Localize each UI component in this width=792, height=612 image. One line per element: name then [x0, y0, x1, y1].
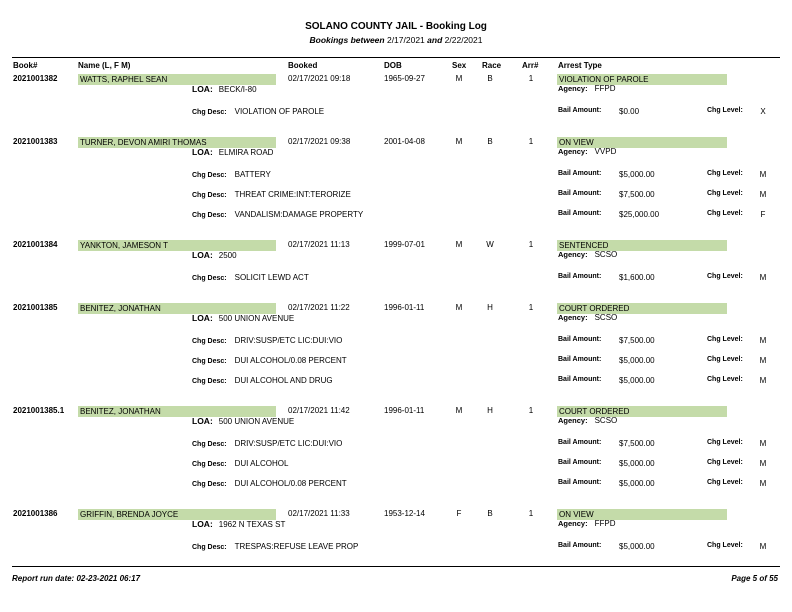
charge-level-label: Chg Level: — [707, 376, 743, 383]
charge-level-label: Chg Level: — [707, 190, 743, 197]
inmate-name: WATTS, RAPHEL SEAN — [78, 74, 276, 85]
bail-amount-label: Bail Amount: — [558, 542, 602, 549]
agency — [558, 147, 616, 156]
arrest-count: 1 — [528, 74, 534, 83]
sex-value: M — [455, 406, 463, 415]
inmate-name: YANKTON, JAMESON T — [78, 240, 276, 251]
col-header-arr: Arr# — [522, 61, 539, 70]
bail-amount-value: $5,000.00 — [619, 459, 655, 468]
charge-level-value: M — [759, 542, 767, 551]
charge-description — [192, 107, 324, 116]
charge-level-label: Chg Level: — [707, 459, 743, 466]
location-of-arrest-value: BECK/I-80 — [218, 85, 257, 94]
charge-level-value: M — [759, 459, 767, 468]
bail-amount-label: Bail Amount: — [558, 190, 602, 197]
charge-description-value: DRIV:SUSP/ETC LIC:DUI:VIO — [234, 439, 343, 448]
agency-label: Agency: — [558, 313, 588, 322]
charge-level-value: M — [759, 273, 767, 282]
location-of-arrest-label: LOA: — [192, 250, 213, 260]
agency — [558, 519, 615, 528]
col-header-dob: DOB — [384, 61, 402, 70]
charge-level-value: M — [759, 190, 767, 199]
agency-label: Agency: — [558, 519, 588, 528]
charge-level-label: Chg Level: — [707, 170, 743, 177]
inmate-name: TURNER, DEVON AMIRI THOMAS — [78, 137, 276, 148]
bail-amount-value: $1,600.00 — [619, 273, 655, 282]
footer-rule — [12, 566, 780, 567]
inmate-name: BENITEZ, JONATHAN — [78, 303, 276, 314]
charge-description-label: Chg Desc: — [192, 441, 227, 448]
race-value: H — [487, 303, 493, 312]
bail-amount-label: Bail Amount: — [558, 376, 602, 383]
charge-description — [192, 479, 347, 488]
col-header-booked: Booked — [288, 61, 318, 70]
sex-value: M — [455, 137, 463, 146]
charge-description-label: Chg Desc: — [192, 461, 227, 468]
charge-description-label: Chg Desc: — [192, 338, 227, 345]
location-of-arrest — [192, 147, 273, 157]
agency-value: FFPD — [594, 519, 616, 528]
agency-label: Agency: — [558, 84, 588, 93]
charge-description-value: THREAT CRIME:INT:TERORIZE — [234, 190, 351, 199]
charge-description-value: VANDALISM:DAMAGE PROPERTY — [234, 210, 364, 219]
location-of-arrest — [192, 84, 257, 94]
date-of-birth: 1996-01-11 — [384, 406, 425, 415]
agency — [558, 313, 617, 322]
charge-description-label: Chg Desc: — [192, 192, 227, 199]
charge-description — [192, 439, 342, 448]
charge-description-label: Chg Desc: — [192, 358, 227, 365]
subtitle-and: and — [427, 35, 443, 45]
location-of-arrest-label: LOA: — [192, 313, 213, 323]
agency-value: SCSO — [594, 416, 618, 425]
charge-level-label: Chg Level: — [707, 273, 743, 280]
charge-description-label: Chg Desc: — [192, 172, 227, 179]
race-value: B — [487, 509, 493, 518]
charge-description-label: Chg Desc: — [192, 109, 227, 116]
bail-amount-value: $5,000.00 — [619, 376, 655, 385]
charge-description-label: Chg Desc: — [192, 544, 227, 551]
bail-amount-label: Bail Amount: — [558, 459, 602, 466]
start-date: 2/17/2021 — [386, 35, 425, 45]
booked-datetime: 02/17/2021 11:42 — [288, 406, 350, 415]
charge-level-value: M — [759, 356, 767, 365]
charge-description — [192, 336, 342, 345]
charge-level-label: Chg Level: — [707, 479, 743, 486]
charge-description — [192, 459, 288, 468]
location-of-arrest-value: ELMIRA ROAD — [218, 148, 274, 157]
sex-value: M — [455, 240, 463, 249]
book-number: 2021001382 — [13, 74, 58, 83]
charge-description — [192, 376, 333, 385]
bail-amount-label: Bail Amount: — [558, 439, 602, 446]
location-of-arrest-value: 1962 N TEXAS ST — [218, 520, 286, 529]
agency — [558, 416, 617, 425]
bail-amount-label: Bail Amount: — [558, 107, 602, 114]
agency-label: Agency: — [558, 250, 588, 259]
race-value: W — [486, 240, 494, 249]
book-number: 2021001385.1 — [13, 406, 65, 415]
location-of-arrest-label: LOA: — [192, 519, 213, 529]
bail-amount-value: $5,000.00 — [619, 170, 655, 179]
bail-amount-label: Bail Amount: — [558, 356, 602, 363]
charge-level-value: M — [759, 439, 767, 448]
book-number: 2021001385 — [13, 303, 58, 312]
bail-amount-label: Bail Amount: — [558, 273, 602, 280]
col-header-sex: Sex — [452, 61, 467, 70]
inmate-name: BENITEZ, JONATHAN — [78, 406, 276, 417]
agency-value: SCSO — [594, 250, 618, 259]
arrest-type: ON VIEW — [557, 509, 727, 520]
agency-value: VVPD — [594, 147, 617, 156]
location-of-arrest-value: 500 UNION AVENUE — [218, 314, 295, 323]
charge-description-value: DUI ALCOHOL/0.08 PERCENT — [234, 356, 347, 365]
location-of-arrest-label: LOA: — [192, 84, 213, 94]
bail-amount-value: $0.00 — [619, 107, 640, 116]
location-of-arrest-label: LOA: — [192, 416, 213, 426]
bail-amount-label: Bail Amount: — [558, 479, 602, 486]
arrest-type: ON VIEW — [557, 137, 727, 148]
location-of-arrest — [192, 519, 285, 529]
book-number: 2021001384 — [13, 240, 58, 249]
date-of-birth: 1996-01-11 — [384, 303, 425, 312]
charge-level-label: Chg Level: — [707, 356, 743, 363]
arrest-type: VIOLATION OF PAROLE — [557, 74, 727, 85]
sex-value: M — [455, 74, 463, 83]
bail-amount-label: Bail Amount: — [558, 210, 602, 217]
charge-description — [192, 190, 351, 199]
book-number: 2021001386 — [13, 509, 58, 518]
charge-level-label: Chg Level: — [707, 210, 743, 217]
agency — [558, 250, 617, 259]
charge-description-label: Chg Desc: — [192, 481, 227, 488]
sex-value: F — [456, 509, 462, 518]
charge-description — [192, 210, 363, 219]
report-subtitle — [0, 35, 792, 45]
book-number: 2021001383 — [13, 137, 58, 146]
col-header-book: Book# — [13, 61, 38, 70]
charge-description-value: DRIV:SUSP/ETC LIC:DUI:VIO — [234, 336, 343, 345]
date-of-birth: 1999-07-01 — [384, 240, 425, 249]
inmate-name: GRIFFIN, BRENDA JOYCE — [78, 509, 276, 520]
charge-level-value: M — [759, 170, 767, 179]
booked-datetime: 02/17/2021 09:18 — [288, 74, 351, 83]
charge-description-label: Chg Desc: — [192, 212, 227, 219]
date-of-birth: 2001-04-08 — [384, 137, 425, 146]
charge-level-value: F — [760, 210, 766, 219]
arrest-count: 1 — [528, 303, 534, 312]
agency — [558, 84, 615, 93]
race-value: H — [487, 406, 493, 415]
header-top-rule — [12, 57, 780, 58]
date-of-birth: 1953-12-14 — [384, 509, 425, 518]
location-of-arrest — [192, 250, 237, 260]
bail-amount-label: Bail Amount: — [558, 336, 602, 343]
charge-description-value: DUI ALCOHOL — [234, 459, 289, 468]
col-header-name: Name (L, F M) — [78, 61, 131, 70]
charge-description — [192, 356, 347, 365]
charge-level-value: M — [759, 336, 767, 345]
sex-value: M — [455, 303, 463, 312]
charge-description-value: DUI ALCOHOL/0.08 PERCENT — [234, 479, 347, 488]
bail-amount-value: $7,500.00 — [619, 190, 655, 199]
bail-amount-value: $5,000.00 — [619, 479, 655, 488]
agency-label: Agency: — [558, 416, 588, 425]
col-header-arrest-type: Arrest Type — [558, 61, 602, 70]
bail-amount-label: Bail Amount: — [558, 170, 602, 177]
charge-level-label: Chg Level: — [707, 107, 743, 114]
subtitle-prefix: Bookings between — [309, 35, 385, 45]
charge-level-value: M — [759, 376, 767, 385]
location-of-arrest-value: 2500 — [218, 251, 237, 260]
location-of-arrest — [192, 313, 294, 323]
charge-description-value: TRESPAS:REFUSE LEAVE PROP — [234, 542, 359, 551]
charge-description-value: SOLICIT LEWD ACT — [234, 273, 309, 282]
charge-level-label: Chg Level: — [707, 439, 743, 446]
agency-value: SCSO — [594, 313, 618, 322]
booked-datetime: 02/17/2021 11:22 — [288, 303, 350, 312]
location-of-arrest — [192, 416, 294, 426]
charge-description-value: VIOLATION OF PAROLE — [234, 107, 325, 116]
bail-amount-value: $5,000.00 — [619, 356, 655, 365]
location-of-arrest-label: LOA: — [192, 147, 213, 157]
arrest-type: COURT ORDERED — [557, 406, 727, 417]
booked-datetime: 02/17/2021 09:38 — [288, 137, 351, 146]
charge-description-label: Chg Desc: — [192, 275, 227, 282]
location-of-arrest-value: 500 UNION AVENUE — [218, 417, 295, 426]
agency-value: FFPD — [594, 84, 616, 93]
charge-description-value: BATTERY — [234, 170, 271, 179]
report-title: SOLANO COUNTY JAIL - Booking Log — [305, 21, 487, 32]
bail-amount-value: $5,000.00 — [619, 542, 655, 551]
race-value: B — [487, 74, 493, 83]
report-run-date: Report run date: 02-23-2021 06:17 — [12, 574, 141, 583]
end-date: 2/22/2021 — [444, 35, 483, 45]
arrest-type: SENTENCED — [557, 240, 727, 251]
bail-amount-value: $7,500.00 — [619, 439, 655, 448]
col-header-race: Race — [482, 61, 502, 70]
bail-amount-value: $7,500.00 — [619, 336, 655, 345]
booked-datetime: 02/17/2021 11:33 — [288, 509, 350, 518]
charge-description-label: Chg Desc: — [192, 378, 227, 385]
charge-description-value: DUI ALCOHOL AND DRUG — [234, 376, 333, 385]
charge-description — [192, 170, 271, 179]
bail-amount-value: $25,000.00 — [619, 210, 660, 219]
charge-level-label: Chg Level: — [707, 336, 743, 343]
race-value: B — [487, 137, 493, 146]
arrest-type: COURT ORDERED — [557, 303, 727, 314]
date-of-birth: 1965-09-27 — [384, 74, 425, 83]
agency-label: Agency: — [558, 147, 588, 156]
arrest-count: 1 — [528, 240, 534, 249]
page-number: Page 5 of 55 — [731, 574, 778, 583]
charge-level-value: M — [759, 479, 767, 488]
arrest-count: 1 — [528, 509, 534, 518]
charge-description — [192, 542, 358, 551]
booked-datetime: 02/17/2021 11:13 — [288, 240, 350, 249]
charge-level-value: X — [760, 107, 766, 116]
arrest-count: 1 — [528, 137, 534, 146]
arrest-count: 1 — [528, 406, 534, 415]
charge-description — [192, 273, 309, 282]
charge-level-label: Chg Level: — [707, 542, 743, 549]
